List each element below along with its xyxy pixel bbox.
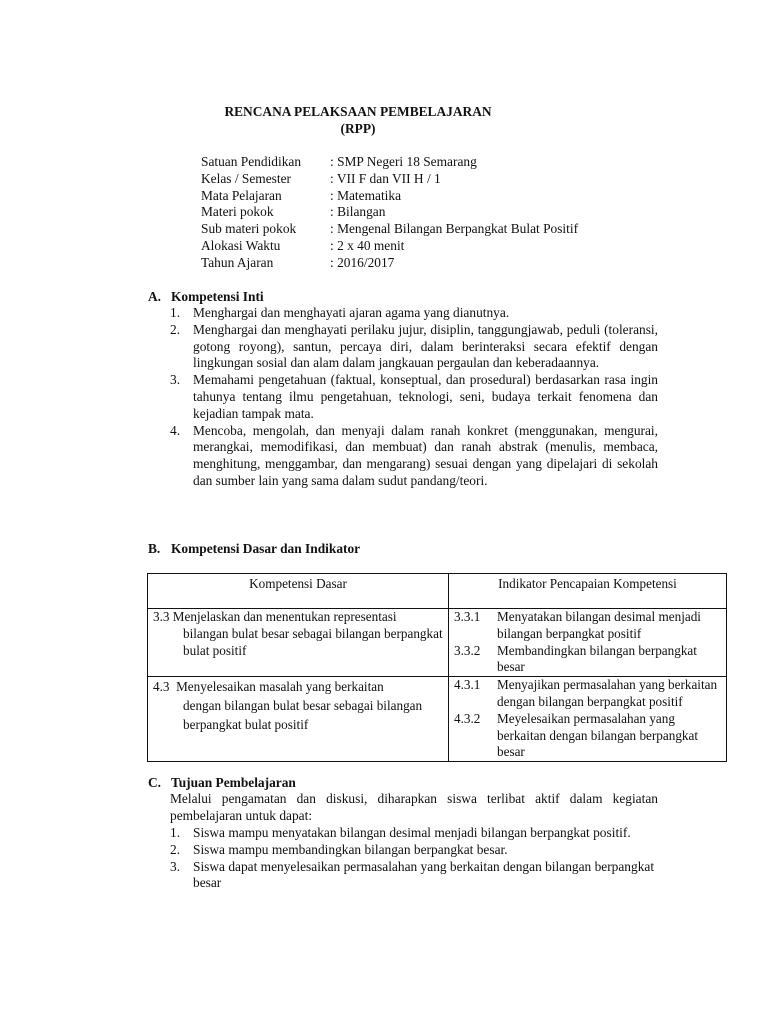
section-a-heading xyxy=(148,289,264,306)
list-text: Mencoba, mengolah, dan menyaji dalam ranah konkret (menggunakan, mengurai, merangkai, memodifikasi, dan membuat) dan ranah abstrak (menulis, membaca, menghitung, menggambar, dan mengarang) sesuai dengan yang dipelajari di sekolah dan sumber lain yang sama dalam sudut pandang/teori. xyxy=(193,422,658,488)
indicator-cell xyxy=(449,609,727,677)
list-item xyxy=(170,423,658,490)
info-value: : Bilangan xyxy=(330,204,386,220)
kd-code: 4.3 xyxy=(153,679,170,695)
indicator-item xyxy=(454,643,721,677)
title-line-1: RENCANA PELAKSAAN PEMBELAJARAN xyxy=(224,104,492,119)
kd-code: 3.3 xyxy=(153,609,170,624)
info-row xyxy=(201,238,578,255)
document-title xyxy=(200,103,516,137)
list-item xyxy=(170,372,658,422)
info-label: Satuan Pendidikan xyxy=(201,154,302,169)
info-value: : 2016/2017 xyxy=(330,254,395,270)
list-text: Siswa mampu membandingkan bilangan berpangkat besar. xyxy=(193,841,508,857)
section-letter: B. xyxy=(148,541,161,556)
kd-first-line xyxy=(153,609,443,626)
table-row xyxy=(148,609,727,677)
list-item xyxy=(170,825,658,842)
list-text: Siswa mampu menyatakan bilangan desimal menjadi bilangan berpangkat positif. xyxy=(193,825,631,840)
indicator-code: 4.3.2 xyxy=(454,710,481,726)
tujuan-intro: Melalui pengamatan dan diskusi, diharapkan siswa terlibat aktif dalam kegiatan pembelajaran untuk dapat: xyxy=(170,791,658,823)
kd-cell xyxy=(148,677,449,762)
list-number: 4. xyxy=(170,422,181,438)
section-c-heading xyxy=(148,775,296,792)
info-label: Sub materi pokok xyxy=(201,221,297,237)
section-title: Kompetensi Inti xyxy=(171,289,264,304)
indicator-item xyxy=(454,609,721,643)
info-row xyxy=(201,255,578,272)
info-label: Alokasi Waktu xyxy=(201,237,281,253)
title-line-2: (RPP) xyxy=(340,121,376,136)
info-row xyxy=(201,154,578,171)
info-value: : Mengenal Bilangan Berpangkat Bulat Positif xyxy=(330,221,579,237)
tujuan-list xyxy=(170,825,658,892)
kd-text: Menjelaskan dan menentukan representasi xyxy=(172,609,397,624)
indicator-code: 4.3.1 xyxy=(454,677,481,693)
list-number: 2. xyxy=(170,321,181,337)
table-header-cell: Kompetensi Dasar xyxy=(148,574,449,609)
indicator-cell xyxy=(449,677,727,762)
list-item xyxy=(170,842,658,859)
list-text: Siswa dapat menyelesaikan permasalahan yang berkaitan dengan bilangan berpangkat besar xyxy=(193,858,655,891)
list-item xyxy=(170,322,658,372)
table-row xyxy=(148,677,727,762)
info-label: Tahun Ajaran xyxy=(201,254,274,270)
info-label: Mata Pelajaran xyxy=(201,187,282,203)
info-label: Kelas / Semester xyxy=(201,170,291,186)
info-table xyxy=(201,154,578,272)
list-text: Memahami pengetahuan (faktual, konseptual, dan prosedural) berdasarkan rasa ingin tahunya tentang ilmu pengetahuan, teknologi, seni, budaya terkait fenomena dan kejadian tampak mata. xyxy=(193,372,658,421)
info-value: : SMP Negeri 18 Semarang xyxy=(330,154,477,169)
section-title: Kompetensi Dasar dan Indikator xyxy=(171,541,361,556)
list-item xyxy=(170,859,658,893)
info-value: : VII F dan VII H / 1 xyxy=(330,170,441,186)
info-row xyxy=(201,221,578,238)
list-number: 1. xyxy=(170,825,181,840)
section-title: Tujuan Pembelajaran xyxy=(171,775,296,790)
list-item xyxy=(170,305,658,322)
list-text: Menghargai dan menghayati ajaran agama yang dianutnya. xyxy=(193,305,510,320)
indicator-item xyxy=(454,677,721,711)
section-letter: A. xyxy=(148,289,162,304)
kd-cell xyxy=(148,609,449,677)
info-row xyxy=(201,204,578,221)
indicator-code: 3.3.1 xyxy=(454,609,481,624)
indicator-code: 3.3.2 xyxy=(454,642,481,658)
kompetensi-table xyxy=(147,573,727,762)
kd-continuation: dengan bilangan bulat besar sebagai bilangan berpangkat bulat positif xyxy=(183,698,423,733)
section-letter: C. xyxy=(148,775,162,790)
list-number: 1. xyxy=(170,305,181,320)
list-text: Menghargai dan menghayati perilaku jujur, disiplin, tanggungjawab, peduli (toleransi, gotong royong), santun, percaya diri, dalam berinteraksi secara efektif dengan lingkungan sosial dan alam dalam jangkauan pergaulan dan keberadaannya. xyxy=(193,321,658,371)
info-row xyxy=(201,188,578,205)
list-number: 2. xyxy=(170,841,181,857)
kompetensi-inti-list xyxy=(170,305,658,490)
info-value: : Matematika xyxy=(330,187,402,203)
info-label: Materi pokok xyxy=(201,204,274,220)
indicator-text: Menyajikan permasalahan yang berkaitan dengan bilangan berpangkat positif xyxy=(497,677,718,709)
list-number: 3. xyxy=(170,372,181,388)
indicator-item xyxy=(454,711,721,761)
table-header-cell: Indikator Pencapaian Kompetensi xyxy=(449,574,727,609)
kd-continuation: bilangan bulat besar sebagai bilangan berpangkat bulat positif xyxy=(183,625,443,658)
section-b-heading xyxy=(148,541,360,558)
info-value: : 2 x 40 menit xyxy=(330,237,405,253)
table-header-row xyxy=(148,574,727,609)
indicator-text: Membandingkan bilangan berpangkat besar xyxy=(497,642,697,675)
kd-text: Menyelesaikan masalah yang berkaitan xyxy=(176,679,384,695)
info-row xyxy=(201,171,578,188)
indicator-text: Meyelesaikan permasalahan yang berkaitan dengan bilangan berpangkat besar xyxy=(497,710,699,760)
list-number: 3. xyxy=(170,858,181,874)
indicator-text: Menyatakan bilangan desimal menjadi bilangan berpangkat positif xyxy=(497,609,701,641)
kd-first-line xyxy=(153,677,443,696)
